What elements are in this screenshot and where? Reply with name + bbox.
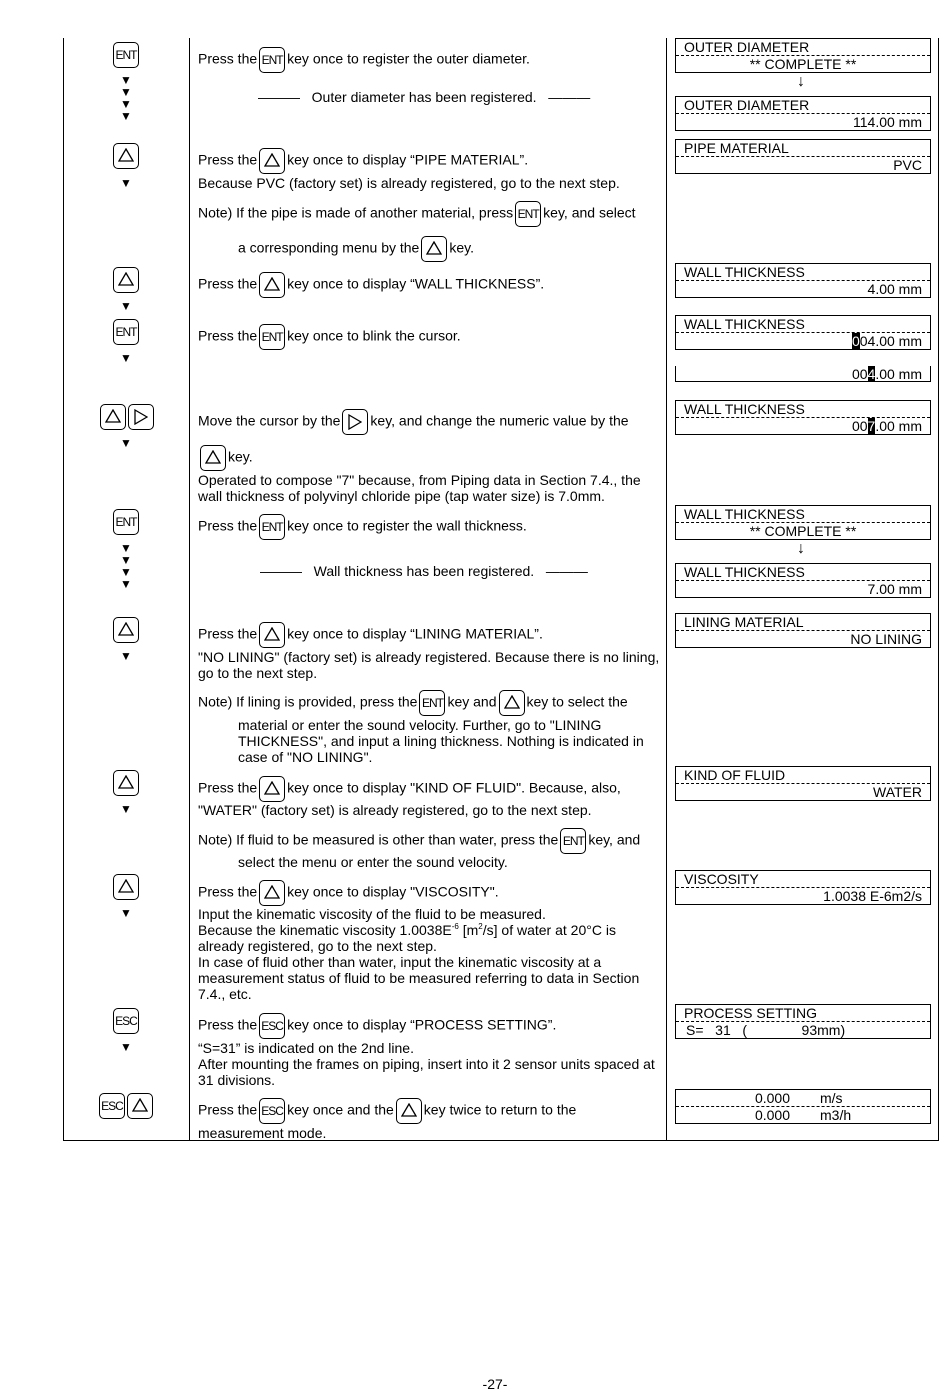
up-triangle-icon xyxy=(259,622,285,648)
table-divider-1 xyxy=(189,38,190,1141)
lining-material-note-cont: material or enter the sound velocity. Further, go to "LINING THICKNESS", and input a lining thickness. Nothing is indicated in case of "NO LINING". xyxy=(238,717,644,765)
ent-key-icon: ENT xyxy=(259,324,285,350)
up-triangle-icon xyxy=(421,236,447,262)
viscosity-info: Input the kinematic viscosity of the fluid to be measured. Because the kinematic viscosity $1.0038E^{-6}$ $[m^2/s]$ of water at 20°C is already registered, go to the next step. In case of fluid other than water, input the kinematic viscosity at a measurement status of fluid to be measured referring to data in Section 7.4., etc. xyxy=(198,906,640,1002)
process-setting-info: “S=31” is indicated on the 2nd line. After mounting the frames on piping, insert into it 2 sensor units spaced at 31 divisions. xyxy=(198,1040,655,1088)
down-arrow-icon: ↓ xyxy=(797,540,805,557)
ent-key-icon: ENT xyxy=(515,201,541,227)
up-triangle-icon xyxy=(127,1093,153,1119)
step-viscosity: Press the key once to display "VISCOSITY". xyxy=(198,880,499,906)
display-wall-thickness-edit: WALL THICKNESS 007.00 mm xyxy=(675,400,931,435)
down-arrows-3: ▼ xyxy=(120,299,132,313)
display-pipe-material: PIPE MATERIAL PVC xyxy=(675,139,931,174)
esc-key-icon: ESC xyxy=(259,1098,285,1124)
up-triangle-icon xyxy=(259,880,285,906)
up-triangle-icon xyxy=(499,690,525,716)
step-process-setting: Press the ESC key once to display “PROCESS SETTING”. xyxy=(198,1013,556,1039)
cursor-block: 0 xyxy=(851,333,860,349)
ent-key-icon: ENT xyxy=(113,319,139,345)
pipe-material-note-cont: a corresponding menu by the key. xyxy=(238,236,474,262)
wall-thickness-registered: ——— Wall thickness has been registered. ——— xyxy=(260,563,588,579)
step-move-cursor-cont: key. xyxy=(198,445,253,471)
step-compose-info: Operated to compose "7" because, from Piping data in Section 7.4., the wall thickness of polyvinyl chloride pipe (tap water size) is 7.0mm. xyxy=(198,472,641,504)
step-pipe-material: Press the key once to display “PIPE MATERIAL”. xyxy=(198,148,528,174)
display-wall-thickness: WALL THICKNESS 4.00 mm xyxy=(675,263,931,298)
down-arrows-4: ▼ xyxy=(120,351,132,365)
pipe-material-info: Because PVC (factory set) is already registered, go to the next step. xyxy=(198,175,620,191)
lining-material-info: "NO LINING" (factory set) is already registered. Because there is no lining, go to the next step. xyxy=(198,649,660,681)
pipe-material-note: Note) If the pipe is made of another material, press ENT key, and select xyxy=(198,201,636,227)
up-triangle-icon xyxy=(113,143,139,169)
up-triangle-icon xyxy=(113,267,139,293)
display-measurement-mode: 0.000 m/s 0.000 m3/h xyxy=(675,1089,931,1124)
table-border-left xyxy=(63,38,64,1141)
display-outer-diameter-complete: OUTER DIAMETER ** COMPLETE ** xyxy=(675,38,931,73)
table-border-right xyxy=(938,38,939,1141)
up-triangle-icon xyxy=(113,617,139,643)
down-arrows-2: ▼ xyxy=(120,176,132,190)
ent-key-icon: ENT xyxy=(113,509,139,535)
table-divider-2 xyxy=(666,38,667,1141)
down-arrows-6: ▼ ▼ ▼ ▼ xyxy=(120,541,132,591)
display-kind-of-fluid: KIND OF FLUID WATER xyxy=(675,766,931,801)
key-column-11 xyxy=(94,1093,158,1119)
cursor-block: 7 xyxy=(867,418,876,434)
esc-key-icon: ESC xyxy=(113,1008,139,1034)
kind-of-fluid-note-cont: select the menu or enter the sound velocity. xyxy=(238,854,508,870)
outer-diameter-registered: ——— Outer diameter has been registered. ——— xyxy=(258,89,591,105)
ent-key-icon: ENT xyxy=(259,514,285,540)
down-arrows-5: ▼ xyxy=(120,436,132,450)
up-triangle-icon xyxy=(259,776,285,802)
step-register-wall-thickness: Press the ENT key once to register the wall thickness. xyxy=(198,514,527,540)
right-triangle-icon xyxy=(128,404,154,430)
down-arrows-10: ▼ xyxy=(120,1040,132,1054)
key-column-10 xyxy=(96,1008,156,1034)
display-process-setting: PROCESS SETTING S= 31 ( 93mm) xyxy=(675,1004,931,1039)
esc-key-icon: ESC xyxy=(99,1093,125,1119)
ent-key-icon: ENT xyxy=(113,42,139,68)
key-column-7 xyxy=(96,617,156,643)
up-triangle-icon xyxy=(100,404,126,430)
down-arrows-9: ▼ xyxy=(120,906,132,920)
key-column-5 xyxy=(95,404,159,430)
display-lining-material: LINING MATERIAL NO LINING xyxy=(675,613,931,648)
cursor-block: 4 xyxy=(867,366,876,382)
step-blink-cursor: Press the ENT key once to blink the cursor. xyxy=(198,324,461,350)
display-wall-thickness-cursor: WALL THICKNESS 004.00 mm xyxy=(675,315,931,350)
table-border-bottom xyxy=(63,1140,939,1141)
up-triangle-icon xyxy=(200,445,226,471)
step-return-measurement: Press the ESC key once and the key twice to return to the xyxy=(198,1098,576,1124)
down-arrows-7: ▼ xyxy=(120,649,132,663)
key-column-6 xyxy=(96,509,156,535)
right-triangle-icon xyxy=(342,409,368,435)
ent-key-icon: ENT xyxy=(419,690,445,716)
down-arrow-icon: ↓ xyxy=(797,73,805,90)
step-kind-of-fluid: Press the key once to display "KIND OF FLUID". Because, also, xyxy=(198,776,621,802)
step-move-cursor: Move the cursor by the key, and change the numeric value by the xyxy=(198,409,629,435)
up-triangle-icon xyxy=(113,874,139,900)
step-return-measurement-cont: measurement mode. xyxy=(198,1125,327,1141)
key-column-1 xyxy=(96,42,156,68)
step-wall-thickness: Press the key once to display “WALL THICKNESS”. xyxy=(198,272,544,298)
step-lining-material: Press the key once to display “LINING MATERIAL”. xyxy=(198,622,543,648)
down-arrows-1: ▼ ▼ ▼ ▼ xyxy=(120,73,132,123)
esc-key-icon: ESC xyxy=(259,1013,285,1039)
key-column-3 xyxy=(96,267,156,293)
ent-key-icon: ENT xyxy=(560,828,586,854)
display-wall-thickness-complete: WALL THICKNESS ** COMPLETE ** xyxy=(675,505,931,540)
key-column-4 xyxy=(96,319,156,345)
up-triangle-icon xyxy=(396,1098,422,1124)
kind-of-fluid-note: Note) If fluid to be measured is other than water, press the ENT key, and xyxy=(198,828,640,854)
display-viscosity: VISCOSITY 1.0038 E-6m2/s xyxy=(675,870,931,905)
key-column-2 xyxy=(96,143,156,169)
display-cursor-moved: 004.00 mm xyxy=(675,366,931,382)
key-column-8 xyxy=(96,770,156,796)
up-triangle-icon xyxy=(113,770,139,796)
kind-of-fluid-info: "WATER" (factory set) is already registered, go to the next step. xyxy=(198,802,592,818)
step-outer-diameter-register: Press the ENT key once to register the outer diameter. xyxy=(198,47,530,73)
lining-material-note: Note) If lining is provided, press the ENT key and key to select the xyxy=(198,690,628,716)
ent-key-icon: ENT xyxy=(259,47,285,73)
display-outer-diameter: OUTER DIAMETER 114.00 mm xyxy=(675,96,931,131)
display-wall-thickness-final: WALL THICKNESS 7.00 mm xyxy=(675,563,931,598)
up-triangle-icon xyxy=(259,148,285,174)
key-column-9 xyxy=(96,874,156,900)
page-number: -27- xyxy=(482,1376,508,1392)
down-arrows-8: ▼ xyxy=(120,802,132,816)
up-triangle-icon xyxy=(259,272,285,298)
